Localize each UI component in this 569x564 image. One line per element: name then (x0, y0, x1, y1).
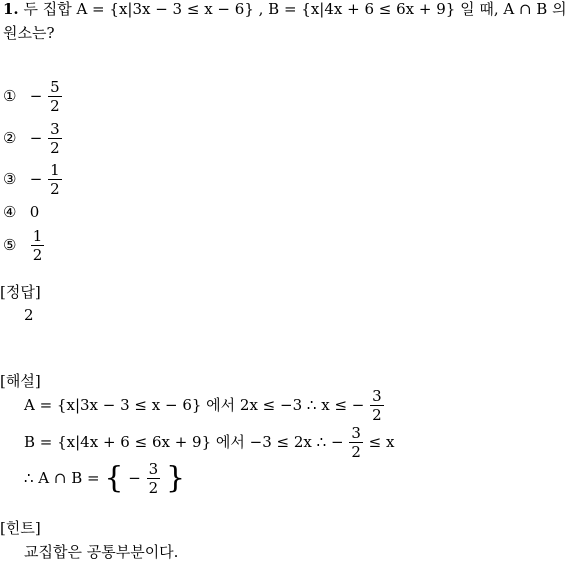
denominator: 2 (148, 479, 159, 497)
choice-mark: ④ (3, 203, 17, 221)
numerator: 1 (32, 227, 43, 245)
choice-mark: ② (3, 128, 17, 147)
numerator: 3 (148, 460, 159, 478)
denominator: 2 (50, 97, 60, 115)
explanation-line-2-tail: ≤ x (368, 433, 395, 451)
numerator: 3 (372, 387, 382, 405)
explanation-line-3-fraction (147, 460, 161, 497)
denominator: 2 (50, 180, 60, 198)
choice-mark: ③ (3, 169, 17, 188)
explanation-line-2-text: B = {x|4x + 6 ≤ 6x + 9} 에서 −3 ≤ 2x ∴ − (24, 433, 344, 451)
denominator: 2 (372, 406, 382, 424)
question-line-2: 원소는? (3, 24, 55, 42)
choice-mark: ① (3, 86, 17, 105)
choice-sign: − (29, 170, 43, 188)
explanation-line-2-fraction (349, 424, 363, 461)
answer-label: [정답] (0, 283, 41, 301)
explanation-line-1 (24, 387, 385, 424)
choice-4[interactable] (3, 205, 39, 220)
explanation-line-2 (24, 424, 394, 461)
hint-text: 교집합은 공통부분이다. (24, 543, 179, 561)
numerator: 3 (351, 424, 361, 442)
denominator: 2 (351, 443, 361, 461)
choice-5[interactable] (3, 227, 45, 264)
denominator: 2 (32, 246, 43, 264)
choice-3[interactable] (3, 161, 63, 198)
choice-fraction (48, 161, 62, 198)
choice-sign: − (29, 87, 43, 105)
choice-2[interactable] (3, 120, 63, 157)
hint-label: [힌트] (0, 519, 41, 537)
explanation-label: [해설] (0, 372, 41, 390)
answer-value: 2 (24, 306, 34, 324)
choice-mark: ⑤ (3, 235, 17, 254)
explanation-line-3-sign: − (128, 469, 141, 487)
question-line-1 (3, 2, 567, 17)
choice-1[interactable] (3, 78, 63, 115)
explanation-line-1-fraction (370, 387, 384, 424)
explanation-line-3 (24, 460, 185, 497)
question-text: 두 집합 A = {x|3x − 3 ≤ x − 6} , B = {x|4x + 6 ≤ 6x + 9} 일 때, A ∩ B 의 (23, 0, 567, 18)
left-brace: { (104, 460, 124, 496)
choice-fraction (48, 120, 62, 157)
denominator: 2 (50, 139, 60, 157)
numerator: 3 (50, 120, 60, 138)
choice-sign: − (29, 129, 43, 147)
explanation-line-3-text: ∴ A ∩ B = (24, 469, 105, 487)
question-number: 1. (3, 0, 19, 18)
numerator: 1 (50, 161, 60, 179)
numerator: 5 (50, 78, 60, 96)
explanation-line-1-text: A = {x|3x − 3 ≤ x − 6} 에서 2x ≤ −3 ∴ x ≤ − (24, 396, 365, 414)
choice-fraction (31, 227, 45, 264)
choice-value: 0 (29, 203, 40, 221)
choice-fraction (48, 78, 62, 115)
right-brace: } (165, 460, 186, 496)
